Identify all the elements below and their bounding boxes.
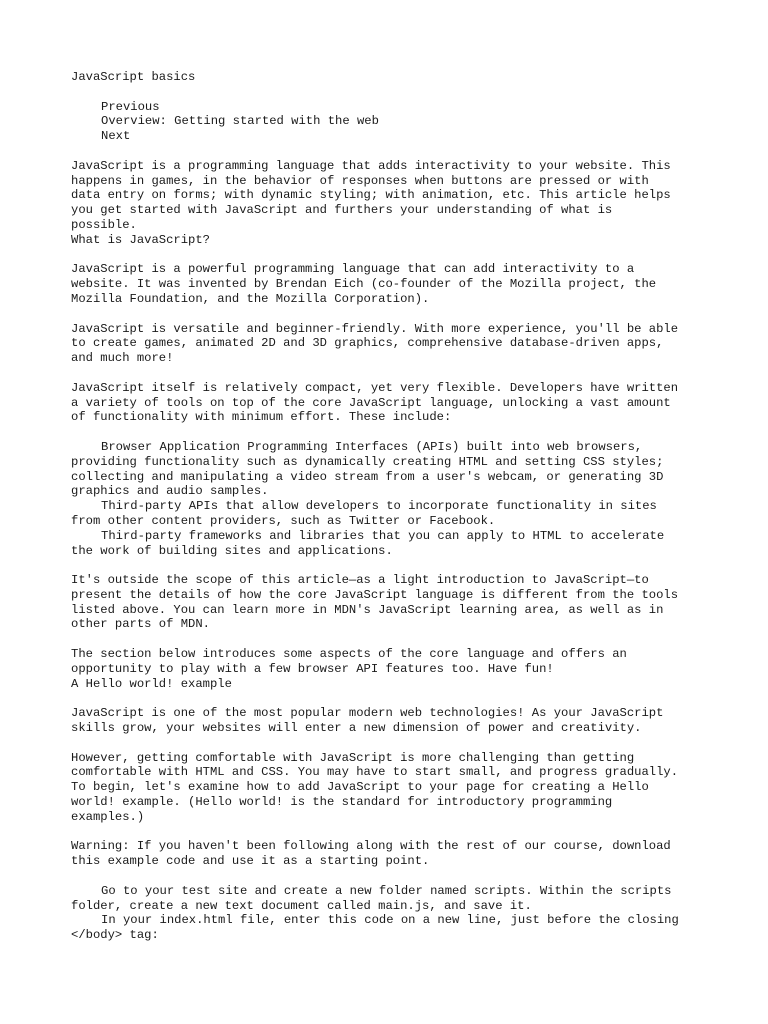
spacer [71, 691, 721, 706]
list-item-line: Third-party APIs that allow developers to incorporate functionality in sites [101, 499, 657, 514]
document [71, 70, 721, 943]
list-item [71, 529, 721, 559]
intro-line: possible. [71, 217, 137, 232]
list-item-line: Third-party frameworks and libraries that you can apply to HTML to accelerate [101, 528, 665, 543]
paragraph-line: The section below introduces some aspects of the core language and offers an [71, 647, 627, 662]
warning-line: Warning: If you haven't been following along with the rest of our course, download [71, 839, 671, 854]
what-paragraph-3 [71, 381, 721, 425]
spacer [71, 869, 721, 884]
paragraph-line: website. It was invented by Brendan Eich (co-founder of the Mozilla project, the [71, 277, 657, 292]
list-item [71, 913, 721, 943]
list-item-line: the work of building sites and applications. [71, 543, 393, 558]
list-item-line: Go to your test site and create a new folder named scripts. Within the scripts [101, 883, 672, 898]
paragraph-line: to create games, animated 2D and 3D graphics, comprehensive database-driven apps, [71, 336, 664, 351]
section-intro-paragraph [71, 647, 721, 677]
hello-paragraph-1 [71, 706, 721, 736]
nav-previous-link[interactable]: Previous [101, 99, 160, 114]
paragraph-line: JavaScript is a powerful programming language that can add interactivity to a [71, 262, 635, 277]
intro-line: JavaScript is a programming language that adds interactivity to your website. This [71, 158, 671, 173]
warning-note [71, 839, 721, 869]
page-title: JavaScript basics [71, 70, 196, 84]
list-item-line: from other content providers, such as Twitter or Facebook. [71, 513, 496, 528]
paragraph-line: To begin, let's examine how to add JavaScript to your page for creating a Hello [71, 780, 649, 795]
paragraph-line: world! example. (Hello world! is the standard for introductory programming [71, 795, 613, 810]
paragraph-line: examples.) [71, 809, 145, 824]
paragraph-line: other parts of MDN. [71, 617, 210, 632]
what-paragraph-1 [71, 262, 721, 306]
paragraph-line: It's outside the scope of this article—as a light introduction to JavaScript—to [71, 573, 649, 588]
list-item [71, 499, 721, 529]
intro-line: data entry on forms; with dynamic styling; with animation, etc. This article helps [71, 188, 671, 203]
paragraph-line: present the details of how the core JavaScript language is different from the tools [71, 587, 679, 602]
steps-list [71, 884, 721, 943]
list-item [71, 884, 721, 914]
paragraph-line: a variety of tools on top of the core JavaScript language, unlocking a vast amount [71, 395, 671, 410]
intro-paragraph [71, 159, 721, 233]
paragraph-line: listed above. You can learn more in MDN's JavaScript learning area, as well as in [71, 602, 664, 617]
paragraph-line: However, getting comfortable with JavaScript is more challenging than getting [71, 750, 635, 765]
spacer [71, 632, 721, 647]
paragraph-line: JavaScript itself is relatively compact, yet very flexible. Developers have written [71, 380, 679, 395]
hello-paragraph-2 [71, 751, 721, 825]
intro-line: happens in games, in the behavior of responses when buttons are pressed or with [71, 173, 649, 188]
intro-line: you get started with JavaScript and furthers your understanding of what is [71, 203, 613, 218]
list-item-line: collecting and manipulating a video stream from a user's webcam, or generating 3D [71, 469, 664, 484]
paragraph-line: opportunity to play with a few browser API features too. Have fun! [71, 661, 554, 676]
spacer [71, 85, 721, 100]
heading-hello-world: A Hello world! example [71, 676, 232, 691]
nav-overview-link[interactable]: Overview: Getting started with the web [101, 114, 379, 129]
scope-paragraph [71, 573, 721, 632]
spacer [71, 558, 721, 573]
spacer [71, 825, 721, 840]
warning-line: this example code and use it as a starting point. [71, 854, 430, 869]
paragraph-line: comfortable with HTML and CSS. You may have to start small, and progress gradually. [71, 765, 679, 780]
paragraph-line: of functionality with minimum effort. These include: [71, 410, 452, 425]
spacer [71, 366, 721, 381]
list-item-line: folder, create a new text document called main.js, and save it. [71, 898, 532, 913]
spacer [71, 144, 721, 159]
list-item-line: providing functionality such as dynamically creating HTML and setting CSS styles; [71, 454, 664, 469]
list-item-line: </body> tag: [71, 928, 159, 943]
paragraph-line: JavaScript is versatile and beginner-friendly. With more experience, you'll be able [71, 321, 679, 336]
list-item-line: graphics and audio samples. [71, 484, 269, 499]
spacer [71, 425, 721, 440]
what-paragraph-2 [71, 322, 721, 366]
list-item [71, 440, 721, 499]
paragraph-line: JavaScript is one of the most popular modern web technologies! As your JavaScript [71, 706, 664, 721]
spacer [71, 248, 721, 263]
spacer [71, 736, 721, 751]
spacer [71, 307, 721, 322]
list-item-line: Browser Application Programming Interfaces (APIs) built into web browsers, [101, 439, 643, 454]
nav-next-link[interactable]: Next [101, 129, 131, 144]
list-item-line: In your index.html file, enter this code on a new line, just before the closing [101, 913, 679, 928]
paragraph-line: skills grow, your websites will enter a new dimension of power and creativity. [71, 721, 642, 736]
paragraph-line: Mozilla Foundation, and the Mozilla Corporation). [71, 291, 430, 306]
heading-what-is-javascript: What is JavaScript? [71, 232, 210, 247]
tools-list [71, 440, 721, 558]
paragraph-line: and much more! [71, 351, 174, 366]
